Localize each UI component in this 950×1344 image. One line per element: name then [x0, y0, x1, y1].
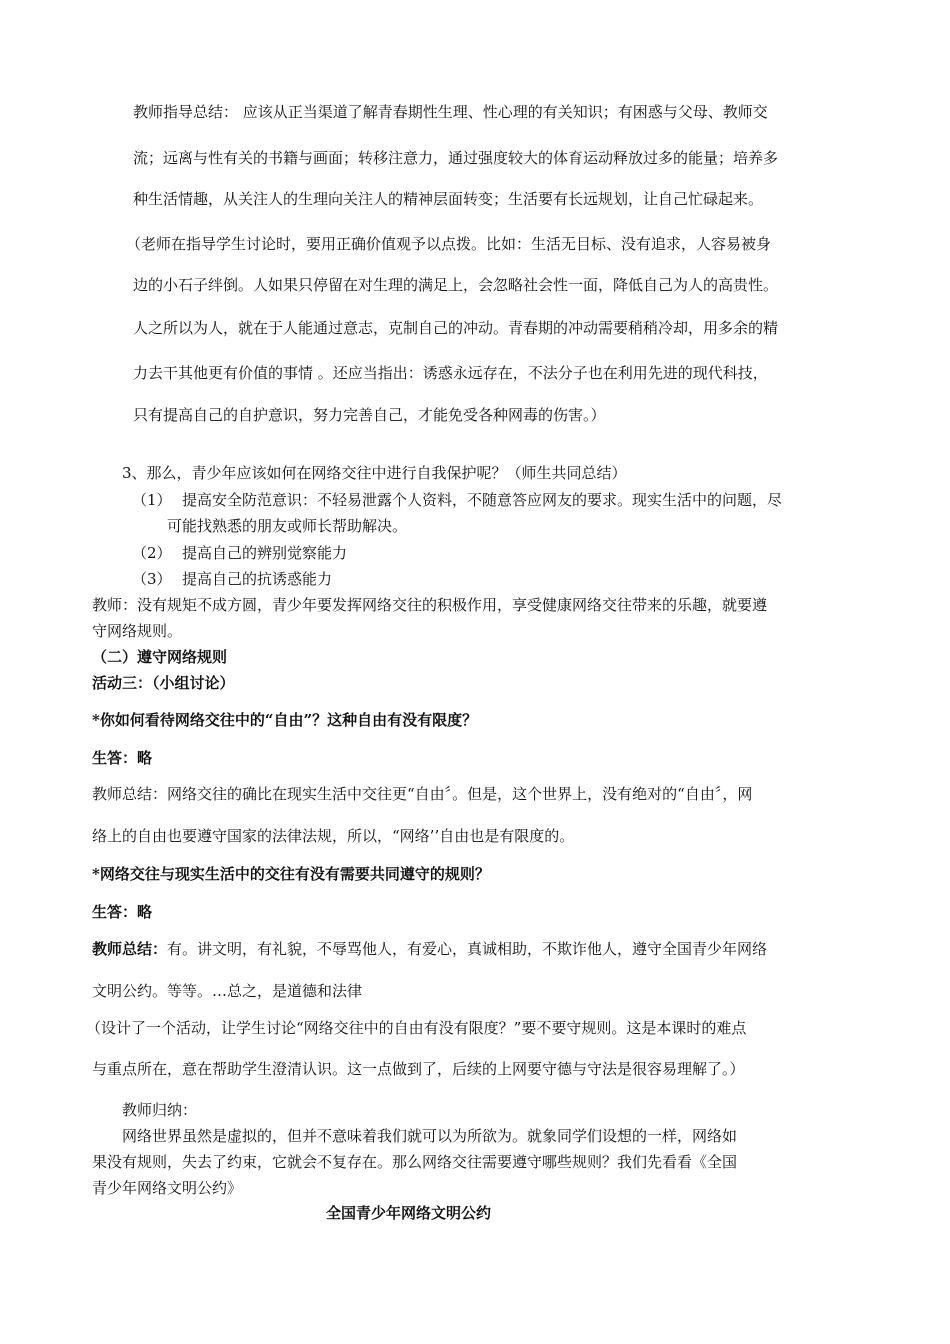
note2-line1: （设计了一个活动，让学生讨论“网络交往中的自由有没有限度？”要不要守规则。这是本课时的难点: [86, 1019, 747, 1037]
note1-line5: 只有提高自己的自护意识，努力完善自己，才能免受各种网毒的伤害。）: [133, 406, 606, 424]
note1-line2: 边的小石子绊倒。人如果只停留在对生理的满足上，会忽略社会性一面，降低自己为人的高贵性。: [133, 276, 779, 294]
note1-line4: 力去干其他更有价值的事情 。还应当指出：诱惑永远存在，不法分子也在利用先进的现代科技，: [133, 364, 768, 382]
summary3-text: 有。讲文明，有礼貌，不辱骂他人，有爱心，真诚相助，不欺诈他人，遵守全国青少年网络: [167, 940, 768, 958]
q3-item1-cont: 可能找熟悉的朋友或师长帮助解决。: [167, 517, 408, 535]
summary2-line1: 教师总结：网络交往的确比在现实生活中交往更“自由〞。但是，这个世界上，没有绝对的“自由〞，网: [92, 785, 753, 803]
section2-heading: （二）遵守网络规则: [92, 648, 228, 666]
note1-line3: 人之所以为人，就在于人能通过意志，克制自己的冲动。青春期的冲动需要稍稍冷却，用多余的精: [133, 319, 779, 337]
summary1-line2: 流；远离与性有关的书籍与画面；转移注意力，通过强度较大的体育运动释放过多的能量；培养多: [133, 149, 779, 167]
summary2-line2: 络上的自由也要遵守国家的法律法规，所以，“网络’’自由也是有限度的。: [92, 827, 575, 845]
conclude-line3: 青少年网络文明公约》: [92, 1179, 243, 1197]
q3-item2-text: 提高自己的辨别觉察能力: [182, 544, 348, 562]
answer2: 生答：略: [92, 903, 153, 921]
q3-item3-num: （3）: [132, 570, 172, 588]
teacher1-line1: 教师：没有规矩不成方圆，青少年要发挥网络交往的积极作用，享受健康网络交往带来的乐趣，就要遵: [92, 596, 768, 614]
answer1: 生答：略: [92, 749, 153, 767]
question1: *你如何看待网络交往中的“自由”？这种自由有没有限度？: [92, 711, 478, 729]
summary1-line3: 种生活情趣，从关注人的生理向关注人的精神层面转变；生活要有长远规划，让自己忙碌起来。: [133, 190, 764, 208]
convention-title: 全国青少年网络文明公约: [326, 1204, 492, 1222]
conclude-line1: 网络世界虽然是虚拟的，但并不意味着我们就可以为所欲为。就象同学们设想的一样，网络如: [122, 1127, 738, 1145]
summary3-line2: 文明公约。等等。…总之，是道德和法律: [92, 982, 363, 1000]
q3-item1-num: （1）: [132, 491, 172, 509]
summary3-line1: [92, 939, 767, 959]
question2: *网络交往与现实生活中的交往有没有需要共同遵守的规则？: [92, 865, 490, 883]
summary3-label: 教师总结：: [92, 940, 168, 958]
note1-line1: （老师在指导学生讨论时，要用正确价值观予以点拨。比如：生活无目标、没有追求，人容易被身: [126, 235, 772, 253]
teacher1-line2: 守网络规则。: [92, 622, 183, 640]
conclude-label: 教师归纳：: [122, 1101, 198, 1119]
note2-line2: 与重点所在，意在帮助学生澄清认识。这一点做到了，后续的上网要守德与守法是很容易理解了。）: [92, 1060, 745, 1078]
q3-title: 3、那么，青少年应该如何在网络交往中进行自我保护呢？（师生共同总结）: [122, 464, 627, 482]
q3-item1-text: 提高安全防范意识：不轻易泄露个人资料，不随意答应网友的要求。现实生活中的问题，尽: [182, 491, 783, 509]
summary1-line1: 教师指导总结： 应该从正当渠道了解青春期性生理、性心理的有关知识；有困惑与父母、教师交: [133, 103, 768, 121]
q3-item2-num: （2）: [132, 544, 172, 562]
conclude-line2: 果没有规则，失去了约束，它就会不复存在。那么网络交往需要遵守哪些规则？我们先看看《全国: [92, 1153, 738, 1171]
activity3-heading: 活动三：（小组讨论）: [92, 674, 235, 692]
q3-item3-text: 提高自己的抗诱惑能力: [182, 570, 333, 588]
